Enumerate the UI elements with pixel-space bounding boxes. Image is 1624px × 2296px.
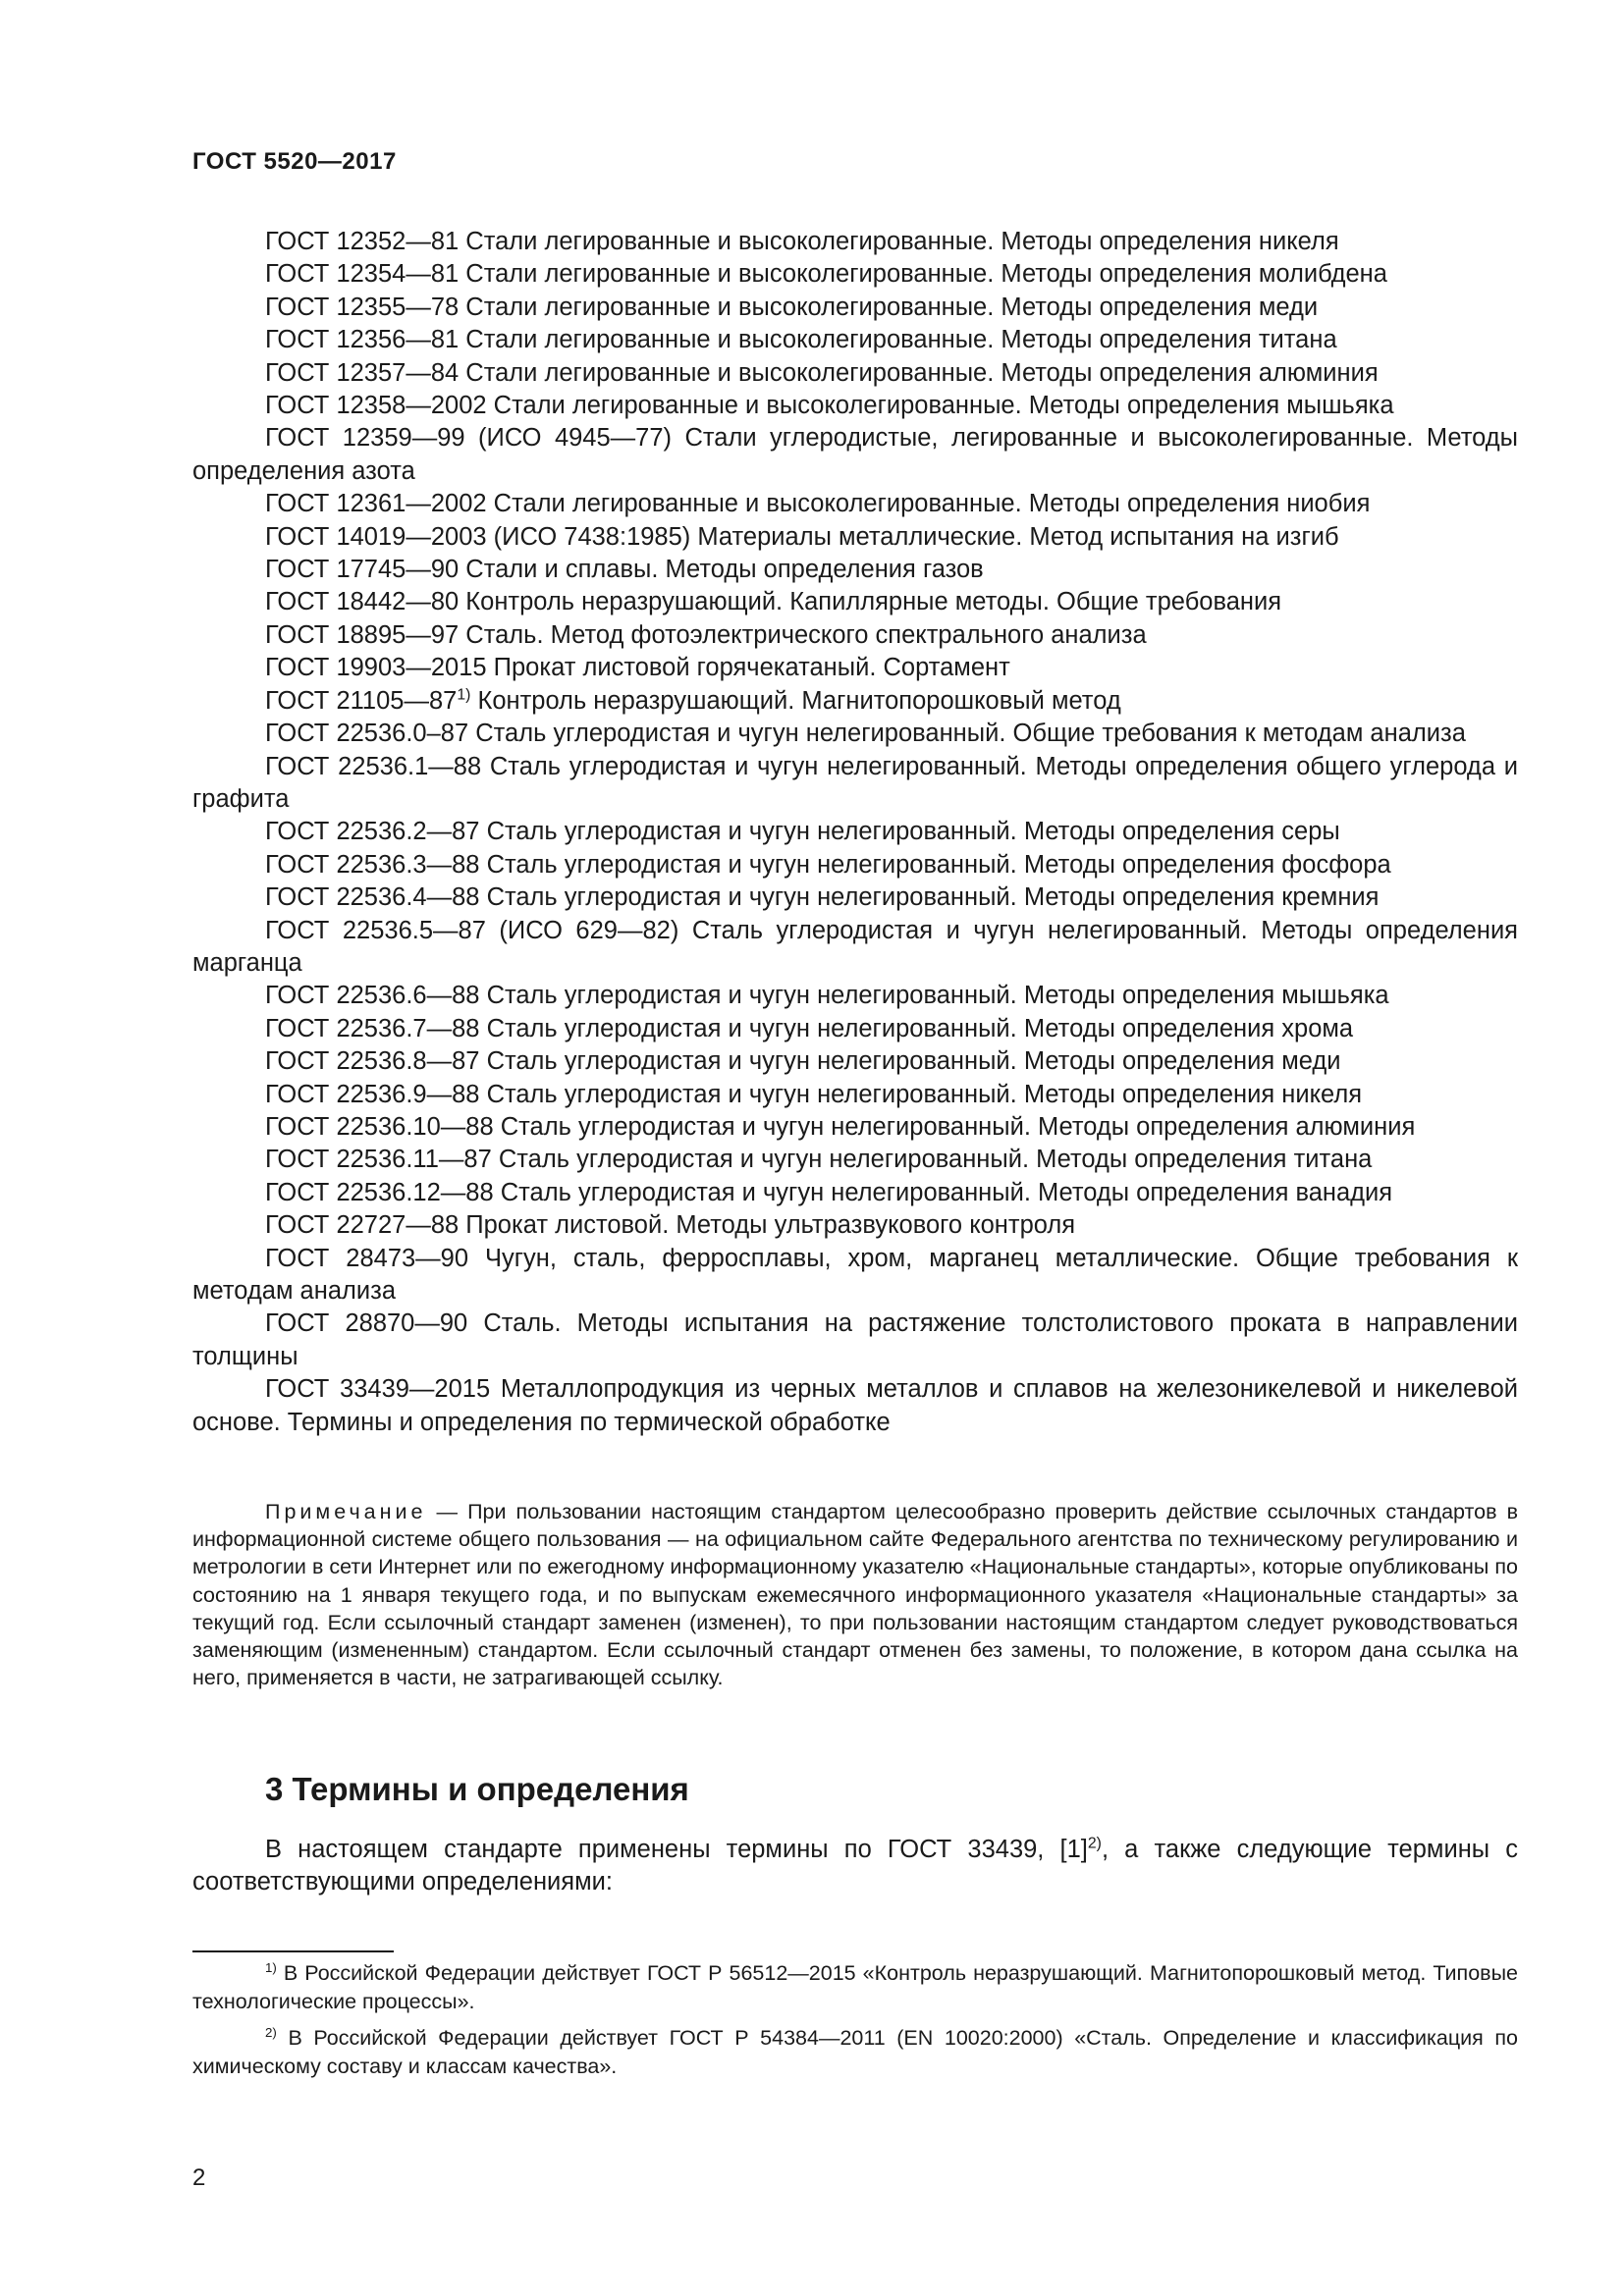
note-text: — При пользовании настоящим стандартом целесообразно проверить действие ссылочных стандартов в информационной системе общего пользования — на официальном сайте Федерального агентства по техническому регулированию и метрологии в сети Интернет или по ежегодному информационному указателю «Национальные стандарты», которые опубликованы по состоянию на 1 января текущего года, и по выпускам ежемесячного информационного указателя «Национальные стандарты» за текущий год. Если ссылочный стандарт заменен (изменен), то при пользовании настоящим стандартом следует руководствоваться заменяющим (измененным) стандартом. Если ссылочный стандарт отменен без замены, то положение, в котором дана ссылка на него, применяется в части, не затрагивающей ссылку. <box>192 1500 1518 1690</box>
reference-entry: ГОСТ 22536.8—87 Сталь углеродистая и чугун нелегированный. Методы определения меди <box>265 1047 1341 1076</box>
reference-entry: ГОСТ 22727—88 Прокат листовой. Методы ультразвукового контроля <box>265 1211 1076 1240</box>
page-number: 2 <box>192 2164 206 2191</box>
footnote <box>192 1959 1518 2016</box>
reference-entry: ГОСТ 14019—2003 (ИСО 7438:1985) Материалы металлические. Метод испытания на изгиб <box>265 522 1339 551</box>
footnote-text: В Российской Федерации действует ГОСТ Р 54384—2011 (EN 10020:2000) «Сталь. Определение и классификация по химическому составу и классам качества». <box>192 2026 1518 2078</box>
reference-entry: ГОСТ 22536.2—87 Сталь углеродистая и чугун нелегированный. Методы определения серы <box>265 818 1340 846</box>
reference-entry: ГОСТ 12357—84 Стали легированные и высоколегированные. Методы определения алюминия <box>265 358 1379 387</box>
reference-entry: ГОСТ 22536.10—88 Сталь углеродистая и чугун нелегированный. Методы определения алюминия <box>265 1112 1416 1141</box>
reference-entry: ГОСТ 22536.1—88 Сталь углеродистая и чугун нелегированный. Методы определения общего углерода и графита <box>192 752 1518 813</box>
reference-entry: ГОСТ 12359—99 (ИСО 4945—77) Стали углеродистые, легированные и высоколегированные. Методы определения азота <box>192 424 1518 485</box>
reference-entry: ГОСТ 22536.12—88 Сталь углеродистая и чугун нелегированный. Методы определения ванадия <box>265 1178 1393 1206</box>
reference-entry: ГОСТ 22536.0–87 Сталь углеродистая и чугун нелегированный. Общие требования к методам анализа <box>265 720 1466 748</box>
reference-entry: ГОСТ 22536.9—88 Сталь углеродистая и чугун нелегированный. Методы определения никеля <box>265 1080 1363 1108</box>
section-paragraph-text-end: , а также следующие термины с соответствующими определениями: <box>192 1836 1518 1896</box>
reference-entry: ГОСТ 28473—90 Чугун, сталь, ферросплавы, хром, марганец металлические. Общие требования к методам анализа <box>192 1244 1518 1305</box>
reference-title: Контроль неразрушающий. Магнитопорошковый метод <box>470 686 1121 715</box>
reference-entry: ГОСТ 22536.4—88 Сталь углеродистая и чугун нелегированный. Методы определения кремния <box>265 883 1380 912</box>
reference-entry: ГОСТ 18895—97 Сталь. Метод фотоэлектрического спектрального анализа <box>265 620 1147 649</box>
footnotes <box>192 1959 1518 2089</box>
footnote-mark: 2) <box>265 2024 277 2040</box>
note-label: Примечание <box>265 1500 427 1523</box>
reference-entry: ГОСТ 12355—78 Стали легированные и высоколегированные. Методы определения меди <box>265 293 1319 321</box>
reference-entry: ГОСТ 18442—80 Контроль неразрушающий. Капиллярные методы. Общие требования <box>265 588 1282 616</box>
reference-entry: ГОСТ 22536.11—87 Сталь углеродистая и чугун нелегированный. Методы определения титана <box>265 1146 1373 1174</box>
reference-entry <box>192 685 1518 718</box>
footnote-separator <box>192 1950 394 1952</box>
section-paragraph <box>192 1834 1518 1899</box>
footnote <box>192 2024 1518 2081</box>
section-title: 3 Термины и определения <box>265 1771 689 1807</box>
reference-entry: ГОСТ 17745—90 Стали и сплавы. Методы определения газов <box>265 556 984 584</box>
reference-entry: ГОСТ 19903—2015 Прокат листовой горячекатаный. Сортамент <box>265 654 1010 682</box>
reference-entry: ГОСТ 22536.5—87 (ИСО 629—82) Сталь углеродистая и чугун нелегированный. Методы определения марганца <box>192 916 1518 977</box>
reference-entry: ГОСТ 12354—81 Стали легированные и высоколегированные. Методы определения молибдена <box>265 260 1387 289</box>
reference-entry: ГОСТ 22536.7—88 Сталь углеродистая и чугун нелегированный. Методы определения хрома <box>265 1014 1354 1042</box>
section-paragraph-text: В настоящем стандарте применены термины по ГОСТ 33439, [1] <box>265 1836 1088 1863</box>
reference-entry: ГОСТ 12356—81 Стали легированные и высоколегированные. Методы определения титана <box>265 326 1337 354</box>
reference-entry: ГОСТ 28870—90 Сталь. Методы испытания на растяжение толстолистового проката в направлении толщины <box>192 1309 1518 1370</box>
footnote-text: В Российской Федерации действует ГОСТ Р 56512—2015 «Контроль неразрушающий. Магнитопорошковый метод. Типовые технологические процессы». <box>192 1961 1518 2013</box>
reference-code: ГОСТ 21105—87 <box>265 686 458 715</box>
reference-entry: ГОСТ 12358—2002 Стали легированные и высоколегированные. Методы определения мышьяка <box>265 392 1394 420</box>
footnote-mark: 1) <box>265 1959 277 1975</box>
reference-entry: ГОСТ 22536.3—88 Сталь углеродистая и чугун нелегированный. Методы определения фосфора <box>265 850 1391 879</box>
reference-entry: ГОСТ 22536.6—88 Сталь углеродистая и чугун нелегированный. Методы определения мышьяка <box>265 982 1389 1010</box>
normative-references-list <box>192 226 1518 1439</box>
note-paragraph <box>192 1498 1518 1691</box>
reference-entry: ГОСТ 12361—2002 Стали легированные и высоколегированные. Методы определения ниобия <box>265 490 1371 518</box>
footnote-marker: 1) <box>457 686 471 704</box>
document-header: ГОСТ 5520—2017 <box>192 148 397 175</box>
reference-entry: ГОСТ 33439—2015 Металлопродукция из черных металлов и сплавов на железоникелевой и никелевой основе. Термины и определения по термической обработке <box>192 1375 1518 1436</box>
footnote-marker: 2) <box>1087 1835 1102 1852</box>
reference-entry: ГОСТ 12352—81 Стали легированные и высоколегированные. Методы определения никеля <box>265 228 1339 255</box>
